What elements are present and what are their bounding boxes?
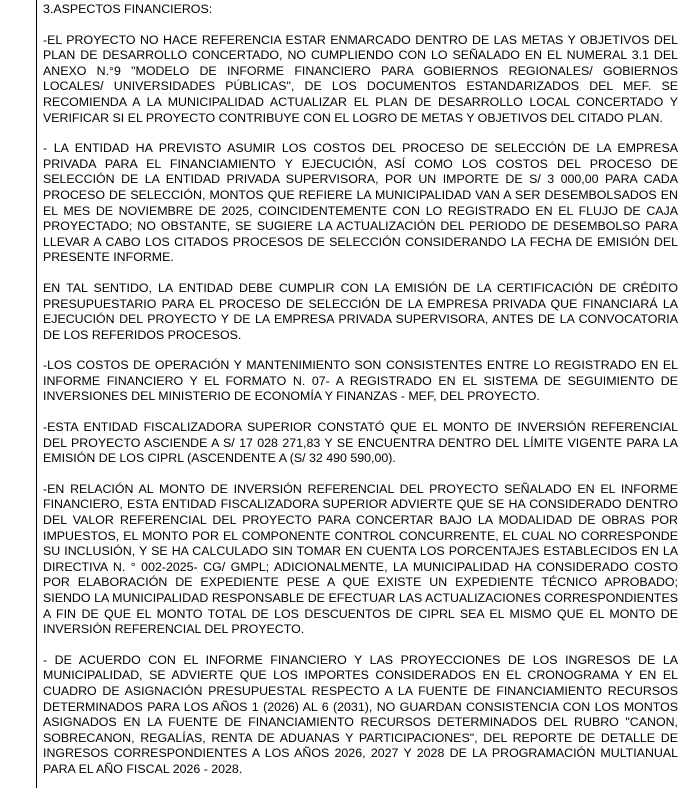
paragraph-plan-desarrollo: -EL PROYECTO NO HACE REFERENCIA ESTAR ENMARCADO DENTRO DE LAS METAS Y OBJETIVOS DEL PLAN DE DESARROLLO CONCERTADO, NO CUMPLIENDO CON LO SEÑALADO EN EL NUMERAL 3.1 DEL ANEXO N.°9 "MODELO DE INFORME FINANCIERO PARA GOBIERNOS REGIONALES/ GOBIERNOS LOCALES/ UNIVERSIDADES PÚBLICAS", DE LOS DOCUMENTOS ESTANDARIZADOS DEL MEF. SE RECOMIENDA A LA MUNICIPALIDAD ACTUALIZAR EL PLAN DE DESARROLLO LOCAL CONCERTADO Y VERIFICAR SI EL PROYECTO CONTRIBUYE CON EL LOGRO DE METAS Y OBJETIVOS DEL CITADO PLAN. xyxy=(43,32,678,125)
paragraph-monto-inversion: -ESTA ENTIDAD FISCALIZADORA SUPERIOR CONSTATÓ QUE EL MONTO DE INVERSIÓN REFERENCIAL DEL PROYECTO ASCIENDE A S/ 17 028 271,83 Y SE ENCUENTRA DENTRO DEL LÍMITE VIGENTE PARA LA EMISIÓN DE LOS CIPRL (ASCENDENTE A (S/ 32 490 590,00). xyxy=(43,420,678,466)
document-page xyxy=(36,0,680,788)
paragraph-costos-operacion: -LOS COSTOS DE OPERACIÓN Y MANTENIMIENTO SON CONSISTENTES ENTRE LO REGISTRADO EN EL INFORME FINANCIERO Y EL FORMATO N. 07- A REGISTRADO EN EL SISTEMA DE SEGUIMIENTO DE INVERSIONES DEL MINISTERIO DE ECONOMÍA Y FINANZAS - MEF, DEL PROYECTO. xyxy=(43,358,678,404)
paragraph-proyecciones-ingresos: - DE ACUERDO CON EL INFORME FINANCIERO Y LAS PROYECCIONES DE LOS INGRESOS DE LA MUNICIPALIDAD, SE ADVIERTE QUE LOS IMPORTES CONSIDERADOS EN EL CRONOGRAMA Y EN EL CUADRO DE ASIGNACIÓN PRESUPUESTAL RESPECTO A LA FUENTE DE FINANCIAMIENTO RECURSOS DETERMINADOS PARA LOS AÑOS 1 (2026) AL 6 (2031), NO GUARDAN CONSISTENCIA CON LOS MONTOS ASIGNADOS EN LA FUENTE DE FINANCIAMIENTO RECURSOS DETERMINADOS DEL RUBRO "CANON, SOBRECANON, REGALÍAS, RENTA DE ADUANAS Y PARTICIPACIONES", DEL REPORTE DE DETALLE DE INGRESOS CORRESPONDIENTES A LOS AÑOS 2026, 2027 Y 2028 DE LA PROGRAMACIÓN MULTIANUAL PARA EL AÑO FISCAL 2026 - 2028. xyxy=(43,652,678,776)
paragraph-certificacion-credito: EN TAL SENTIDO, LA ENTIDAD DEBE CUMPLIR CON LA EMISIÓN DE LA CERTIFICACIÓN DE CRÉDITO PRESUPUESTARIO PARA EL PROCESO DE SELECCIÓN DE LA EMPRESA PRIVADA QUE FINANCIARÁ LA EJECUCIÓN DEL PROYECTO Y DE LA EMPRESA PRIVADA SUPERVISORA, ANTES DE LA CONVOCATORIA DE LOS REFERIDOS PROCESOS. xyxy=(43,280,678,342)
section-heading: 3.ASPECTOS FINANCIEROS: xyxy=(43,2,213,16)
paragraph-control-concurrente: -EN RELACIÓN AL MONTO DE INVERSIÓN REFERENCIAL DEL PROYECTO SEÑALADO EN EL INFORME FINANCIERO, ESTA ENTIDAD FISCALIZADORA SUPERIOR ADVIERTE QUE SE HA CONSIDERADO DENTRO DEL VALOR REFERENCIAL DEL PROYECTO PARA CONCERTAR BAJO LA MODALIDAD DE OBRAS POR IMPUESTOS, EL MONTO POR EL COMPONENTE CONTROL CONCURRENTE, EL CUAL NO CORRESPONDE SU INCLUSIÓN, Y SE HA CALCULADO SIN TOMAR EN CUENTA LOS PORCENTAJES ESTABLECIDOS EN LA DIRECTIVA N. ° 002-2025- CG/ GMPL; ADICIONALMENTE, LA MUNICIPALIDAD HA CONSIDERADO COSTO POR ELABORACIÓN DE EXPEDIENTE PESE A QUE EXISTE UN EXPEDIENTE TÉCNICO APROBADO; SIENDO LA MUNICIPALIDAD RESPONSABLE DE EFECTUAR LAS ACTUALIZACIONES CORRESPONDIENTES A FIN DE QUE EL MONTO TOTAL DE LOS DESCUENTOS DE CIPRL SEA EL MISMO QUE EL MONTO DE INVERSIÓN REFERENCIAL DEL PROYECTO. xyxy=(43,481,678,637)
paragraph-costos-seleccion: - LA ENTIDAD HA PREVISTO ASUMIR LOS COSTOS DEL PROCESO DE SELECCIÓN DE LA EMPRESA PRIVADA PARA EL FINANCIAMIENTO Y EJECUCIÓN, ASÍ COMO LOS COSTOS DEL PROCESO DE SELECCIÓN DE LA ENTIDAD PRIVADA SUPERVISORA, POR UN IMPORTE DE S/ 3 000,00 PARA CADA PROCESO DE SELECCIÓN, MONTOS QUE REFIERE LA MUNICIPALIDAD VAN A SER DESEMBOLSADOS EN EL MES DE NOVIEMBRE DE 2025, COINCIDENTEMENTE CON LO REGISTRADO EN EL FLUJO DE CAJA PROYECTADO; NO OBSTANTE, SE SUGIERE LA ACTUALIZACIÓN DEL PERIODO DE DESEMBOLSO PARA LLEVAR A CABO LOS CITADOS PROCESOS DE SELECCIÓN CONSIDERANDO LA FECHA DE EMISIÓN DEL PRESENTE INFORME. xyxy=(43,141,678,265)
